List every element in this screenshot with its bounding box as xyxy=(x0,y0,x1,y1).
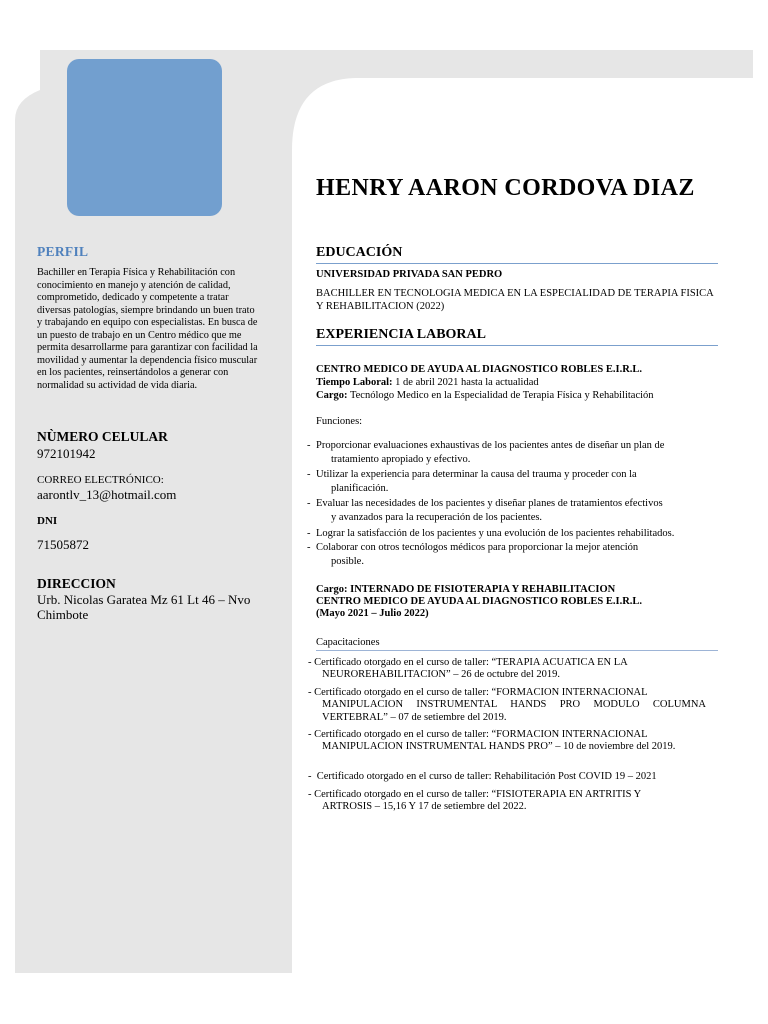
functions-label: Funciones: xyxy=(316,416,363,427)
capacitaciones-heading: Capacitaciones xyxy=(316,637,718,651)
training-item: - Certificado otorgado en el curso de taller: “FORMACION INTERNACIONAL MANIPULACION INSTRUMENTAL HANDS PRO MODULO COLUMNA VERTEBRAL” – 07 de setiembre del 2019. xyxy=(308,687,706,723)
job1-time-value: 1 de abril 2021 hasta la actualidad xyxy=(395,377,539,388)
job1-role xyxy=(316,390,716,403)
training-item: - Certificado otorgado en el curso de taller: “FISIOTERAPIA EN ARTRITIS Y ARTROSIS – 15,16 Y 17 de setiembre del 2022. xyxy=(308,789,642,813)
email-value: aarontlv_13@hotmail.com xyxy=(37,487,177,502)
job1-role-label: Cargo: xyxy=(316,390,348,401)
candidate-name: HENRY AARON CORDOVA DIAZ xyxy=(316,175,695,201)
job2-period: (Mayo 2021 – Julio 2022) xyxy=(316,608,429,619)
university-name: UNIVERSIDAD PRIVADA SAN PEDRO xyxy=(316,269,503,280)
address-value: Urb. Nicolas Garatea Mz 61 Lt 46 – Nvo Chimbote xyxy=(37,592,251,622)
job1-company: CENTRO MEDICO DE AYUDA AL DIAGNOSTICO ROBLES E.I.R.L. xyxy=(316,364,643,375)
address-heading: DIRECCION xyxy=(37,576,116,591)
degree-text: BACHILLER EN TECNOLOGIA MEDICA EN LA ESPECIALIDAD DE TERAPIA FISICA Y REHABILITACION (2022) xyxy=(316,288,714,312)
training-item: - Certificado otorgado en el curso de taller: “TERAPIA ACUATICA EN LA NEUROREHABILITACION” – 26 de octubre del 2019. xyxy=(308,657,628,681)
experience-heading: EXPERIENCIA LABORAL xyxy=(316,327,718,346)
perfil-text: Bachiller en Terapia Física y Rehabilitación con conocimiento en manejo y atención de calidad, comprometido, dedicado y competente a tratar diversas patologías, siempre brindando un buen trato y trabajando en equipo con especialistas. En busca de un puesto de trabajo en un Centro médico que me permita desarrollarme para garantizar con facilidad la movilidad y aumentar la dependencia físico muscular en los pacientes, reinsertándolos a generar con normalidad su actividad de vida diaria. xyxy=(37,267,258,391)
function-item: - Evaluar las necesidades de los pacientes y diseñar planes de tratamientos efectivos y avanzados para la recuperación de los pacientes. xyxy=(307,498,663,523)
job1-time-label: Tiempo Laboral: xyxy=(316,377,393,388)
job1-time xyxy=(316,377,716,390)
email-heading: CORREO ELECTRÓNICO: xyxy=(37,474,164,486)
function-item: - Lograr la satisfacción de los pacientes y una evolución de los pacientes rehabilitados. xyxy=(307,528,675,539)
phone-heading: NÙMERO CELULAR xyxy=(37,429,168,444)
job2-role: Cargo: INTERNADO DE FISIOTERAPIA Y REHABILITACION xyxy=(316,584,616,595)
function-item: - Utilizar la experiencia para determinar la causa del trauma y proceder con la planificación. xyxy=(307,469,637,494)
dni-value: 71505872 xyxy=(37,537,89,552)
training-item: - Certificado otorgado en el curso de taller: “FORMACION INTERNACIONAL MANIPULACION INSTRUMENTAL HANDS PRO” – 10 de noviembre del 2019. xyxy=(308,729,676,753)
phone-value: 972101942 xyxy=(37,446,96,461)
education-heading: EDUCACIÓN xyxy=(316,245,718,264)
dni-heading: DNI xyxy=(37,515,58,527)
training-item: - Certificado otorgado en el curso de taller: Rehabilitación Post COVID 19 – 2021 xyxy=(308,771,657,782)
perfil-heading: PERFIL xyxy=(37,244,89,259)
profile-photo-placeholder xyxy=(67,59,222,216)
function-item: - Proporcionar evaluaciones exhaustivas de los pacientes antes de diseñar un plan de tratamiento apropiado y efectivo. xyxy=(307,440,665,465)
job1-role-value: Tecnólogo Medico en la Especialidad de Terapia Física y Rehabilitación xyxy=(349,390,654,401)
function-item: - Colaborar con otros tecnólogos médicos para proporcionar la mejor atención posible. xyxy=(307,542,639,567)
job2-company: CENTRO MEDICO DE AYUDA AL DIAGNOSTICO ROBLES E.I.R.L. xyxy=(316,596,643,607)
